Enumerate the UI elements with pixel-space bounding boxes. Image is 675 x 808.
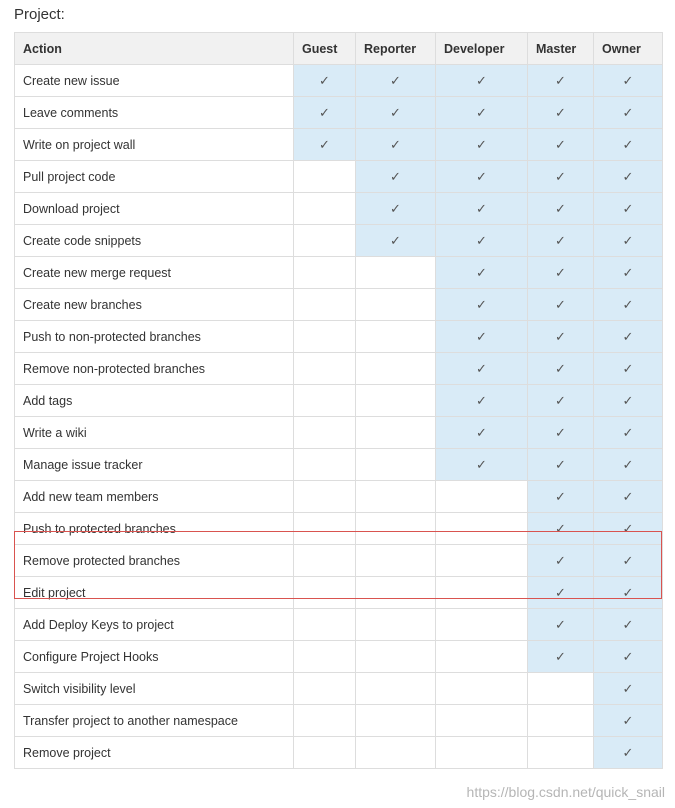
permission-cell-master [528, 321, 594, 353]
permission-cell-owner [594, 577, 663, 609]
permission-cell-guest [294, 65, 356, 97]
checkmark-icon: ✓ [555, 552, 566, 568]
permission-cell-guest [294, 353, 356, 385]
checkmark-icon: ✓ [622, 552, 634, 568]
permission-cell-guest [294, 193, 356, 225]
permission-cell-developer [436, 129, 528, 161]
checkmark-icon: ✓ [622, 488, 634, 504]
action-label: Configure Project Hooks [15, 641, 294, 673]
checkmark-icon: ✓ [390, 72, 401, 88]
permission-cell-owner [594, 449, 663, 481]
action-label: Add new team members [15, 481, 294, 513]
table-row [15, 705, 663, 737]
permission-cell-master [528, 641, 594, 673]
action-label: Transfer project to another namespace [15, 705, 294, 737]
permission-cell-owner [594, 385, 663, 417]
permission-cell-master [528, 193, 594, 225]
table-row [15, 321, 663, 353]
table-row [15, 449, 663, 481]
table-row [15, 257, 663, 289]
action-label: Create new branches [15, 289, 294, 321]
permission-cell-master [528, 545, 594, 577]
permission-cell-guest [294, 161, 356, 193]
permission-cell-guest [294, 673, 356, 705]
permission-cell-developer [436, 385, 528, 417]
permission-cell-guest [294, 385, 356, 417]
permission-cell-developer [436, 225, 528, 257]
table-row [15, 513, 663, 545]
permission-cell-master [528, 481, 594, 513]
checkmark-icon: ✓ [622, 584, 634, 600]
permission-cell-developer [436, 65, 528, 97]
checkmark-icon: ✓ [622, 264, 634, 280]
table-row [15, 481, 663, 513]
permission-cell-guest [294, 481, 356, 513]
permission-cell-owner [594, 353, 663, 385]
permission-cell-master [528, 609, 594, 641]
permission-cell-owner [594, 481, 663, 513]
permission-cell-master [528, 225, 594, 257]
table-row [15, 609, 663, 641]
action-label: Pull project code [15, 161, 294, 193]
permission-cell-reporter [356, 737, 436, 769]
table-row [15, 545, 663, 577]
permission-cell-reporter [356, 641, 436, 673]
permission-cell-reporter [356, 385, 436, 417]
permission-cell-reporter [356, 705, 436, 737]
checkmark-icon: ✓ [555, 456, 566, 472]
column-header-reporter: Reporter [356, 33, 436, 65]
permission-cell-reporter [356, 609, 436, 641]
permission-cell-master [528, 257, 594, 289]
permissions-table-body [15, 65, 663, 769]
checkmark-icon: ✓ [476, 168, 487, 184]
checkmark-icon: ✓ [555, 328, 566, 344]
action-label: Download project [15, 193, 294, 225]
checkmark-icon: ✓ [390, 136, 401, 152]
checkmark-icon: ✓ [622, 200, 634, 216]
permission-cell-guest [294, 641, 356, 673]
permission-cell-master [528, 129, 594, 161]
action-label: Switch visibility level [15, 673, 294, 705]
checkmark-icon: ✓ [555, 264, 566, 280]
permission-cell-reporter [356, 321, 436, 353]
permission-cell-reporter [356, 417, 436, 449]
permission-cell-guest [294, 737, 356, 769]
checkmark-icon: ✓ [622, 104, 634, 120]
action-label: Write a wiki [15, 417, 294, 449]
table-row [15, 225, 663, 257]
column-header-master: Master [528, 33, 594, 65]
permission-cell-reporter [356, 65, 436, 97]
action-label: Remove protected branches [15, 545, 294, 577]
checkmark-icon: ✓ [555, 136, 566, 152]
column-header-guest: Guest [294, 33, 356, 65]
checkmark-icon: ✓ [390, 104, 401, 120]
permission-cell-developer [436, 321, 528, 353]
action-label: Create new merge request [15, 257, 294, 289]
permission-cell-owner [594, 257, 663, 289]
permission-cell-developer [436, 289, 528, 321]
permission-cell-reporter [356, 257, 436, 289]
checkmark-icon: ✓ [476, 328, 487, 344]
permission-cell-owner [594, 705, 663, 737]
checkmark-icon: ✓ [555, 72, 566, 88]
permission-cell-developer [436, 97, 528, 129]
checkmark-icon: ✓ [622, 328, 634, 344]
action-label: Leave comments [15, 97, 294, 129]
action-label: Write on project wall [15, 129, 294, 161]
watermark: https://blog.csdn.net/quick_snail [466, 784, 665, 800]
checkmark-icon: ✓ [622, 712, 634, 728]
table-row [15, 289, 663, 321]
checkmark-icon: ✓ [622, 680, 634, 696]
checkmark-icon: ✓ [555, 392, 566, 408]
permission-cell-reporter [356, 513, 436, 545]
table-row [15, 161, 663, 193]
permission-cell-owner [594, 641, 663, 673]
permission-cell-master [528, 737, 594, 769]
checkmark-icon: ✓ [390, 232, 401, 248]
permission-cell-developer [436, 417, 528, 449]
checkmark-icon: ✓ [555, 424, 566, 440]
permission-cell-developer [436, 673, 528, 705]
checkmark-icon: ✓ [476, 392, 487, 408]
permission-cell-guest [294, 129, 356, 161]
permission-cell-owner [594, 161, 663, 193]
permission-cell-guest [294, 609, 356, 641]
checkmark-icon: ✓ [555, 296, 566, 312]
table-header-row [15, 33, 663, 65]
permission-cell-master [528, 673, 594, 705]
permission-cell-guest [294, 449, 356, 481]
column-header-owner: Owner [594, 33, 663, 65]
permission-cell-reporter [356, 481, 436, 513]
action-label: Add tags [15, 385, 294, 417]
checkmark-icon: ✓ [476, 200, 487, 216]
table-row [15, 641, 663, 673]
checkmark-icon: ✓ [555, 232, 566, 248]
permission-cell-developer [436, 737, 528, 769]
table-row [15, 577, 663, 609]
column-header-developer: Developer [436, 33, 528, 65]
checkmark-icon: ✓ [622, 456, 634, 472]
action-label: Create new issue [15, 65, 294, 97]
checkmark-icon: ✓ [555, 648, 566, 664]
checkmark-icon: ✓ [319, 72, 330, 88]
permission-cell-master [528, 513, 594, 545]
permission-cell-guest [294, 97, 356, 129]
checkmark-icon: ✓ [622, 520, 634, 536]
permission-cell-reporter [356, 161, 436, 193]
checkmark-icon: ✓ [622, 424, 634, 440]
action-label: Push to protected branches [15, 513, 294, 545]
permission-cell-master [528, 705, 594, 737]
permission-cell-owner [594, 513, 663, 545]
permission-cell-guest [294, 417, 356, 449]
permission-cell-developer [436, 705, 528, 737]
action-label: Add Deploy Keys to project [15, 609, 294, 641]
checkmark-icon: ✓ [555, 104, 566, 120]
permission-cell-owner [594, 609, 663, 641]
table-row [15, 65, 663, 97]
permission-cell-owner [594, 225, 663, 257]
checkmark-icon: ✓ [622, 360, 634, 376]
table-row [15, 417, 663, 449]
checkmark-icon: ✓ [622, 648, 634, 664]
permission-cell-guest [294, 321, 356, 353]
checkmark-icon: ✓ [622, 72, 634, 88]
checkmark-icon: ✓ [476, 360, 487, 376]
table-row [15, 673, 663, 705]
table-row [15, 193, 663, 225]
checkmark-icon: ✓ [319, 104, 330, 120]
permission-cell-guest [294, 513, 356, 545]
checkmark-icon: ✓ [319, 136, 330, 152]
permission-cell-reporter [356, 545, 436, 577]
checkmark-icon: ✓ [476, 72, 487, 88]
permission-cell-owner [594, 65, 663, 97]
table-row [15, 385, 663, 417]
permission-cell-reporter [356, 673, 436, 705]
permission-cell-master [528, 65, 594, 97]
permission-cell-reporter [356, 193, 436, 225]
checkmark-icon: ✓ [476, 104, 487, 120]
permission-cell-developer [436, 641, 528, 673]
checkmark-icon: ✓ [622, 232, 634, 248]
checkmark-icon: ✓ [476, 296, 487, 312]
checkmark-icon: ✓ [622, 392, 634, 408]
permission-cell-owner [594, 673, 663, 705]
permission-cell-master [528, 353, 594, 385]
checkmark-icon: ✓ [555, 616, 566, 632]
permission-cell-guest [294, 705, 356, 737]
permission-cell-master [528, 161, 594, 193]
permission-cell-owner [594, 289, 663, 321]
permission-cell-developer [436, 545, 528, 577]
checkmark-icon: ✓ [476, 232, 487, 248]
checkmark-icon: ✓ [476, 424, 487, 440]
permission-cell-guest [294, 289, 356, 321]
permission-cell-developer [436, 449, 528, 481]
permission-cell-developer [436, 353, 528, 385]
checkmark-icon: ✓ [555, 584, 566, 600]
table-row [15, 737, 663, 769]
permission-cell-reporter [356, 577, 436, 609]
permission-cell-reporter [356, 129, 436, 161]
permission-cell-master [528, 385, 594, 417]
permission-cell-guest [294, 545, 356, 577]
checkmark-icon: ✓ [555, 168, 566, 184]
permission-cell-owner [594, 545, 663, 577]
checkmark-icon: ✓ [476, 264, 487, 280]
permission-cell-owner [594, 97, 663, 129]
action-label: Manage issue tracker [15, 449, 294, 481]
permission-cell-developer [436, 257, 528, 289]
checkmark-icon: ✓ [476, 136, 487, 152]
checkmark-icon: ✓ [555, 520, 566, 536]
permission-cell-owner [594, 321, 663, 353]
table-row [15, 97, 663, 129]
permission-cell-master [528, 289, 594, 321]
table-row [15, 129, 663, 161]
checkmark-icon: ✓ [555, 360, 566, 376]
permission-cell-owner [594, 193, 663, 225]
permission-cell-developer [436, 193, 528, 225]
permission-cell-developer [436, 481, 528, 513]
checkmark-icon: ✓ [555, 488, 566, 504]
action-label: Remove non-protected branches [15, 353, 294, 385]
permission-cell-owner [594, 417, 663, 449]
permission-cell-master [528, 97, 594, 129]
permission-cell-reporter [356, 97, 436, 129]
checkmark-icon: ✓ [622, 136, 634, 152]
checkmark-icon: ✓ [622, 296, 634, 312]
permission-cell-guest [294, 577, 356, 609]
permission-cell-master [528, 577, 594, 609]
column-header-action: Action [15, 33, 294, 65]
action-label: Edit project [15, 577, 294, 609]
permission-cell-developer [436, 577, 528, 609]
checkmark-icon: ✓ [622, 744, 634, 760]
checkmark-icon: ✓ [555, 200, 566, 216]
checkmark-icon: ✓ [476, 456, 487, 472]
permission-cell-owner [594, 129, 663, 161]
action-label: Remove project [15, 737, 294, 769]
checkmark-icon: ✓ [622, 168, 634, 184]
section-title: Project: [14, 6, 65, 23]
action-label: Create code snippets [15, 225, 294, 257]
permission-cell-guest [294, 257, 356, 289]
permission-cell-reporter [356, 289, 436, 321]
permission-cell-master [528, 449, 594, 481]
permission-cell-developer [436, 161, 528, 193]
permission-cell-developer [436, 513, 528, 545]
action-label: Push to non-protected branches [15, 321, 294, 353]
permission-cell-reporter [356, 449, 436, 481]
permission-cell-reporter [356, 225, 436, 257]
checkmark-icon: ✓ [390, 168, 401, 184]
permission-cell-guest [294, 225, 356, 257]
table-row [15, 353, 663, 385]
permission-cell-reporter [356, 353, 436, 385]
permission-cell-developer [436, 609, 528, 641]
checkmark-icon: ✓ [622, 616, 634, 632]
checkmark-icon: ✓ [390, 200, 401, 216]
permissions-table [14, 32, 663, 769]
permission-cell-owner [594, 737, 663, 769]
permission-cell-master [528, 417, 594, 449]
